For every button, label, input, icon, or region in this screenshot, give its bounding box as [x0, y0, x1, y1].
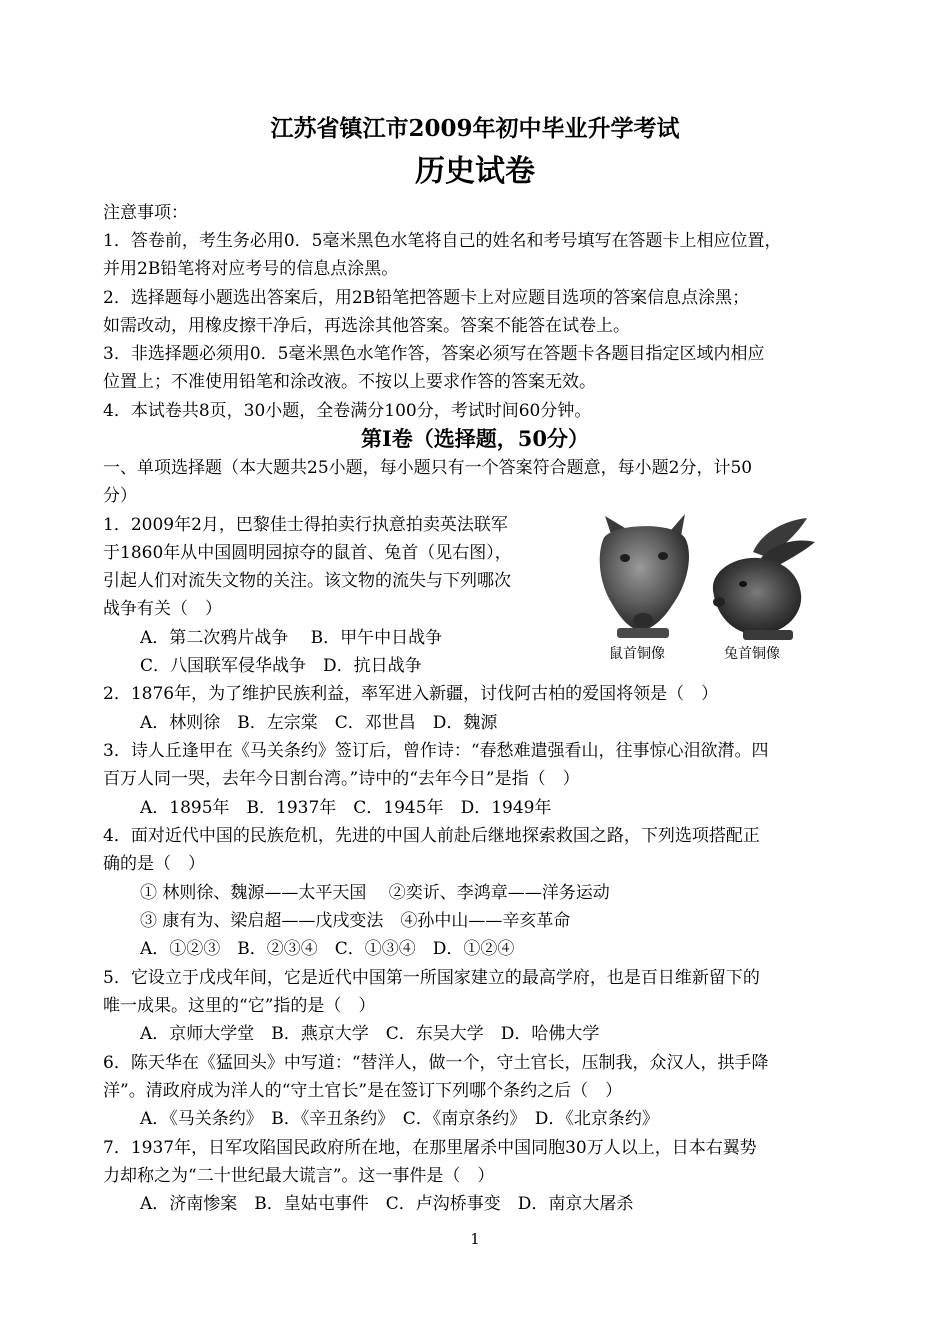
notice-line: 4．本试卷共8页，30小题，全卷满分100分，考试时间60分钟。	[103, 401, 592, 421]
question-2-options: A．林则徐 B．左宗棠 C．邓世昌 D．魏源	[140, 713, 498, 733]
notice-line: 3．非选择题必须用0．5毫米黑色水笔作答，答案必须写在答题卡各题目指定区域内相应	[103, 344, 765, 364]
section-heading: 一、单项选择题（本大题共25小题，每小题只有一个答案符合题意，每小题2分，计50	[103, 458, 753, 478]
question-4-statements: ① 林则徐、魏源——太平天国 ②奕䜣、李鸿章——洋务运动	[140, 883, 610, 903]
question-4-text: 确的是（ ）	[103, 854, 205, 874]
bronze-heads-figure	[593, 512, 818, 672]
question-7-options: A．济南惨案 B．皇姑屯事件 C．卢沟桥事变 D．南京大屠杀	[140, 1194, 634, 1214]
question-4-options: A．①②③ B．②③④ C．①③④ D．①②④	[140, 939, 515, 959]
exam-subtitle: 历史试卷	[415, 154, 535, 189]
question-1-text: 引起人们对流失文物的关注。该文物的流失与下列哪次	[103, 571, 511, 591]
question-4-text: 4．面对近代中国的民族危机，先进的中国人前赴后继地探索救国之路，下列选项搭配正	[103, 826, 760, 846]
rat-head-caption: 鼠首铜像	[609, 646, 665, 662]
question-3-options: A．1895年 B．1937年 C．1945年 D．1949年	[140, 798, 552, 818]
question-1-text: 战争有关（ ）	[103, 599, 222, 619]
question-1-options: A．第二次鸦片战争 B．甲午中日战争	[140, 628, 443, 648]
question-7-text: 7．1937年，日军攻陷国民政府所在地，在那里屠杀中国同胞30万人以上，日本右翼势	[103, 1138, 757, 1158]
notice-line: 位置上；不准使用铅笔和涂改液。不按以上要求作答的答案无效。	[103, 372, 596, 392]
notice-line: 并用2B铅笔将对应考号的信息点涂黑。	[103, 259, 399, 279]
question-1-text: 1．2009年2月，巴黎佳士得拍卖行执意拍卖英法联军	[103, 515, 508, 535]
question-6-text: 洋”。清政府成为洋人的“守土官长”是在签订下列哪个条约之后（ ）	[103, 1081, 623, 1101]
question-5-options: A．京师大学堂 B．燕京大学 C．东吴大学 D．哈佛大学	[140, 1024, 600, 1044]
notice-line: 2．选择题每小题选出答案后，用2B铅笔把答题卡上对应题目选项的答案信息点涂黑；	[103, 288, 750, 308]
question-6-text: 6．陈天华在《猛回头》中写道：“替洋人，做一个，守土官长，压制我，众汉人，拱手降	[103, 1053, 769, 1073]
notice-line: 1．答卷前，考生务必用0．5毫米黑色水笔将自己的姓名和考号填写在答题卡上相应位置，	[103, 231, 782, 251]
question-1-options: C．八国联军侵华战争 D．抗日战争	[140, 656, 422, 676]
exam-title: 江苏省镇江市2009年初中毕业升学考试	[270, 115, 680, 142]
rabbit-head-image	[713, 518, 815, 640]
question-5-text: 唯一成果。这里的“它”指的是（ ）	[103, 996, 376, 1016]
question-3-text: 百万人同一哭，去年今日割台湾。”诗中的“去年今日”是指（ ）	[103, 769, 580, 789]
question-1-text: 于1860年从中国圆明园掠夺的鼠首、兔首（见右图），	[103, 543, 512, 563]
section-heading: 分）	[103, 486, 137, 506]
page-number: 1	[470, 1230, 480, 1248]
question-2-text: 2．1876年，为了维护民族利益，率军进入新疆，讨伐阿古柏的爱国将领是（ ）	[103, 684, 719, 704]
question-7-text: 力却称之为“二十世纪最大谎言”。这一事件是（ ）	[103, 1166, 495, 1186]
rat-head-image	[600, 514, 689, 638]
notice-heading: 注意事项：	[103, 203, 188, 223]
question-5-text: 5．它设立于戊戌年间，它是近代中国第一所国家建立的最高学府，也是百日维新留下的	[103, 968, 760, 988]
bronze-heads-illustration	[593, 512, 818, 642]
notice-line: 如需改动，用橡皮擦干净后，再选涂其他答案。答案不能答在试卷上。	[103, 316, 630, 336]
rabbit-head-caption: 兔首铜像	[724, 646, 780, 662]
question-6-options: A．《马关条约》 B．《辛丑条约》 C．《南京条约》 D．《北京条约》	[140, 1109, 659, 1129]
question-3-text: 3．诗人丘逢甲在《马关条约》签订后，曾作诗：“春愁难遣强看山，往事惊心泪欲潸。四	[103, 741, 769, 761]
question-4-statements: ③ 康有为、梁启超——戊戌变法 ④孙中山——辛亥革命	[140, 911, 571, 931]
part-one-title: 第Ⅰ卷（选择题，50分）	[360, 426, 590, 451]
